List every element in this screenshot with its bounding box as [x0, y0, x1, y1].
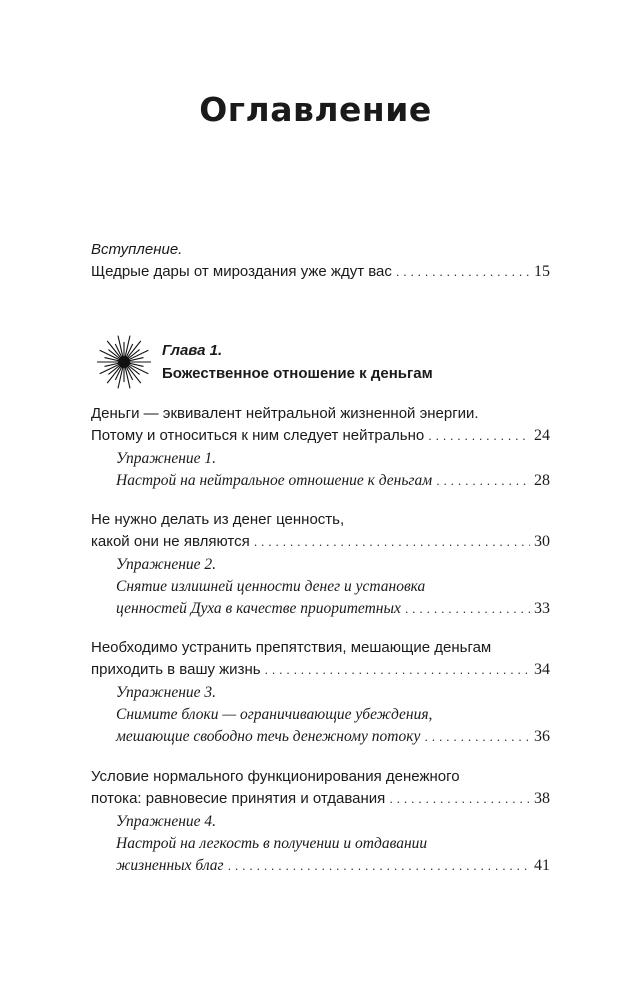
leader-dots: [396, 261, 530, 283]
toc-page-number: 36: [534, 728, 550, 745]
toc-exercise-2[interactable]: [116, 598, 550, 620]
exercise-title: Настрой на нейтральное отношение к деньгам: [116, 472, 433, 489]
toc-entry-3[interactable]: [91, 659, 550, 681]
exercise-label: Упражнение 1.: [116, 450, 217, 467]
toc-entry-title: приходить в вашу жизнь: [91, 661, 261, 678]
toc-exercise-4[interactable]: [116, 855, 550, 877]
exercise-label: Упражнение 2.: [116, 556, 217, 573]
exercise-label: Упражнение 3.: [116, 684, 217, 701]
chapter-heading: [95, 333, 555, 393]
leader-dots: [405, 598, 530, 620]
leader-dots: [228, 855, 530, 877]
toc-page-number: 15: [534, 263, 550, 280]
toc-exercise-3[interactable]: [116, 726, 550, 748]
leader-dots: [254, 531, 530, 553]
exercise-title: ценностей Духа в качестве приоритетных: [116, 600, 401, 617]
toc-entry-title: Потому и относиться к ним следует нейтрально: [91, 427, 425, 444]
chapter-label: Глава 1.: [162, 342, 223, 359]
toc-page-number: 41: [534, 857, 550, 874]
toc-entry-2[interactable]: [91, 531, 550, 553]
leader-dots: [428, 425, 530, 447]
toc-entry-line[interactable]: Деньги — эквивалент нейтральной жизненной энергии.: [91, 405, 479, 422]
toc-page-number: 33: [534, 600, 550, 617]
exercise-title: мешающие свободно течь денежному потоку: [116, 728, 421, 745]
toc-page-number: 24: [534, 427, 550, 444]
starburst-icon: [95, 333, 153, 391]
leader-dots: [424, 726, 530, 748]
exercise-title-line[interactable]: Настрой на легкость в получении и отдавании: [116, 835, 428, 852]
toc-entry-4[interactable]: [91, 788, 550, 810]
toc-page-number: 34: [534, 661, 550, 678]
toc-entry-1[interactable]: [91, 425, 550, 447]
toc-entry-intro[interactable]: [91, 261, 550, 283]
chapter-title: Божественное отношение к деньгам: [162, 365, 433, 382]
exercise-title-line[interactable]: Снятие излишней ценности денег и установка: [116, 578, 426, 595]
toc-page-number: 28: [534, 472, 550, 489]
toc-entry-line[interactable]: Необходимо устранить препятствия, мешающие деньгам: [91, 639, 492, 656]
leader-dots: [265, 659, 530, 681]
leader-dots: [389, 788, 530, 810]
toc-entry-line[interactable]: Не нужно делать из денег ценность,: [91, 511, 345, 528]
toc-entry-title: Щедрые дары от мироздания уже ждут вас: [91, 263, 392, 280]
toc-entry-title: какой они не являются: [91, 533, 250, 550]
toc-exercise-1[interactable]: [116, 470, 550, 492]
toc-entry-title: потока: равновесие принятия и отдавания: [91, 790, 386, 807]
leader-dots: [436, 470, 530, 492]
toc-page-number: 30: [534, 533, 550, 550]
exercise-title: жизненных благ: [116, 857, 224, 874]
page-title: Оглавление: [199, 90, 432, 129]
toc-entry-line[interactable]: Условие нормального функционирования денежного: [91, 768, 460, 785]
intro-label: Вступление.: [91, 241, 183, 258]
toc-page-number: 38: [534, 790, 550, 807]
exercise-label: Упражнение 4.: [116, 813, 217, 830]
exercise-title-line[interactable]: Снимите блоки — ограничивающие убеждения,: [116, 706, 433, 723]
